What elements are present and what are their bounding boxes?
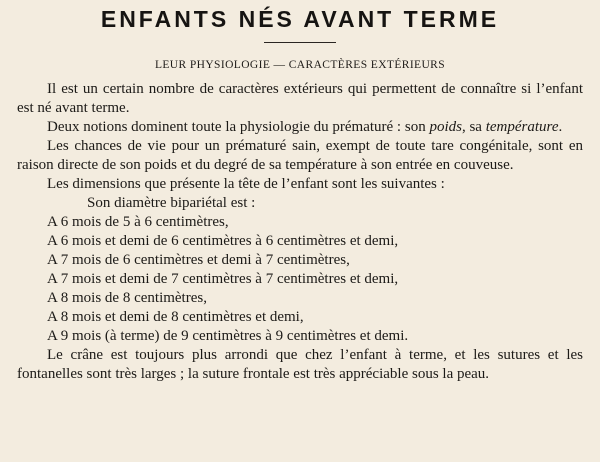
paragraph-notions-middle: , sa [461, 119, 486, 135]
list-item: A 8 mois et demi de 8 centimètres et demi, [47, 309, 304, 325]
body-text [17, 80, 583, 384]
title-divider [264, 42, 336, 43]
emphasis-temperature: température [485, 119, 559, 135]
list-item: A 7 mois de 6 centimètres et demi à 7 centimètres, [47, 252, 350, 268]
list-item: A 7 mois et demi de 7 centimètres à 7 centimètres et demi, [47, 271, 399, 287]
list-item: A 8 mois de 8 centimètres, [47, 290, 207, 306]
diameter-list-intro: Son diamètre bipariétal est : [87, 195, 256, 211]
paragraph-notions [17, 118, 583, 137]
paragraph-chances: Les chances de vie pour un prématuré sain, exempt de toute tare congénitale, sont en raison directe de son poids et du degré de sa température à son entrée en couveuse. [17, 138, 583, 173]
list-item: A 6 mois de 5 à 6 centimètres, [47, 214, 229, 230]
list-item: A 9 mois (à terme) de 9 centimètres à 9 centimètres et demi. [47, 328, 409, 344]
emphasis-poids: poids [429, 119, 462, 135]
diameter-list [17, 194, 583, 346]
list-item: A 6 mois et demi de 6 centimètres à 6 centimètres et demi, [47, 233, 399, 249]
paragraph-dimensions: Les dimensions que présente la tête de l’enfant sont les suivantes : [47, 176, 445, 192]
page-title: ENFANTS NÉS AVANT TERME [100, 6, 500, 32]
paragraph-intro: Il est un certain nombre de caractères extérieurs qui permettent de connaître si l’enfant est né avant terme. [17, 81, 583, 116]
paragraph-notions-before: Deux notions dominent toute la physiologie du prématuré : son [47, 119, 430, 135]
paragraph-crane: Le crâne est toujours plus arrondi que chez l’enfant à terme, et les sutures et les fontanelles sont très larges ; la suture frontale est très appréciable sous la peau. [17, 347, 583, 382]
paragraph-notions-after: . [558, 119, 563, 135]
section-subtitle: LEUR PHYSIOLOGIE — CARACTÈRES EXTÉRIEURS [154, 59, 446, 71]
